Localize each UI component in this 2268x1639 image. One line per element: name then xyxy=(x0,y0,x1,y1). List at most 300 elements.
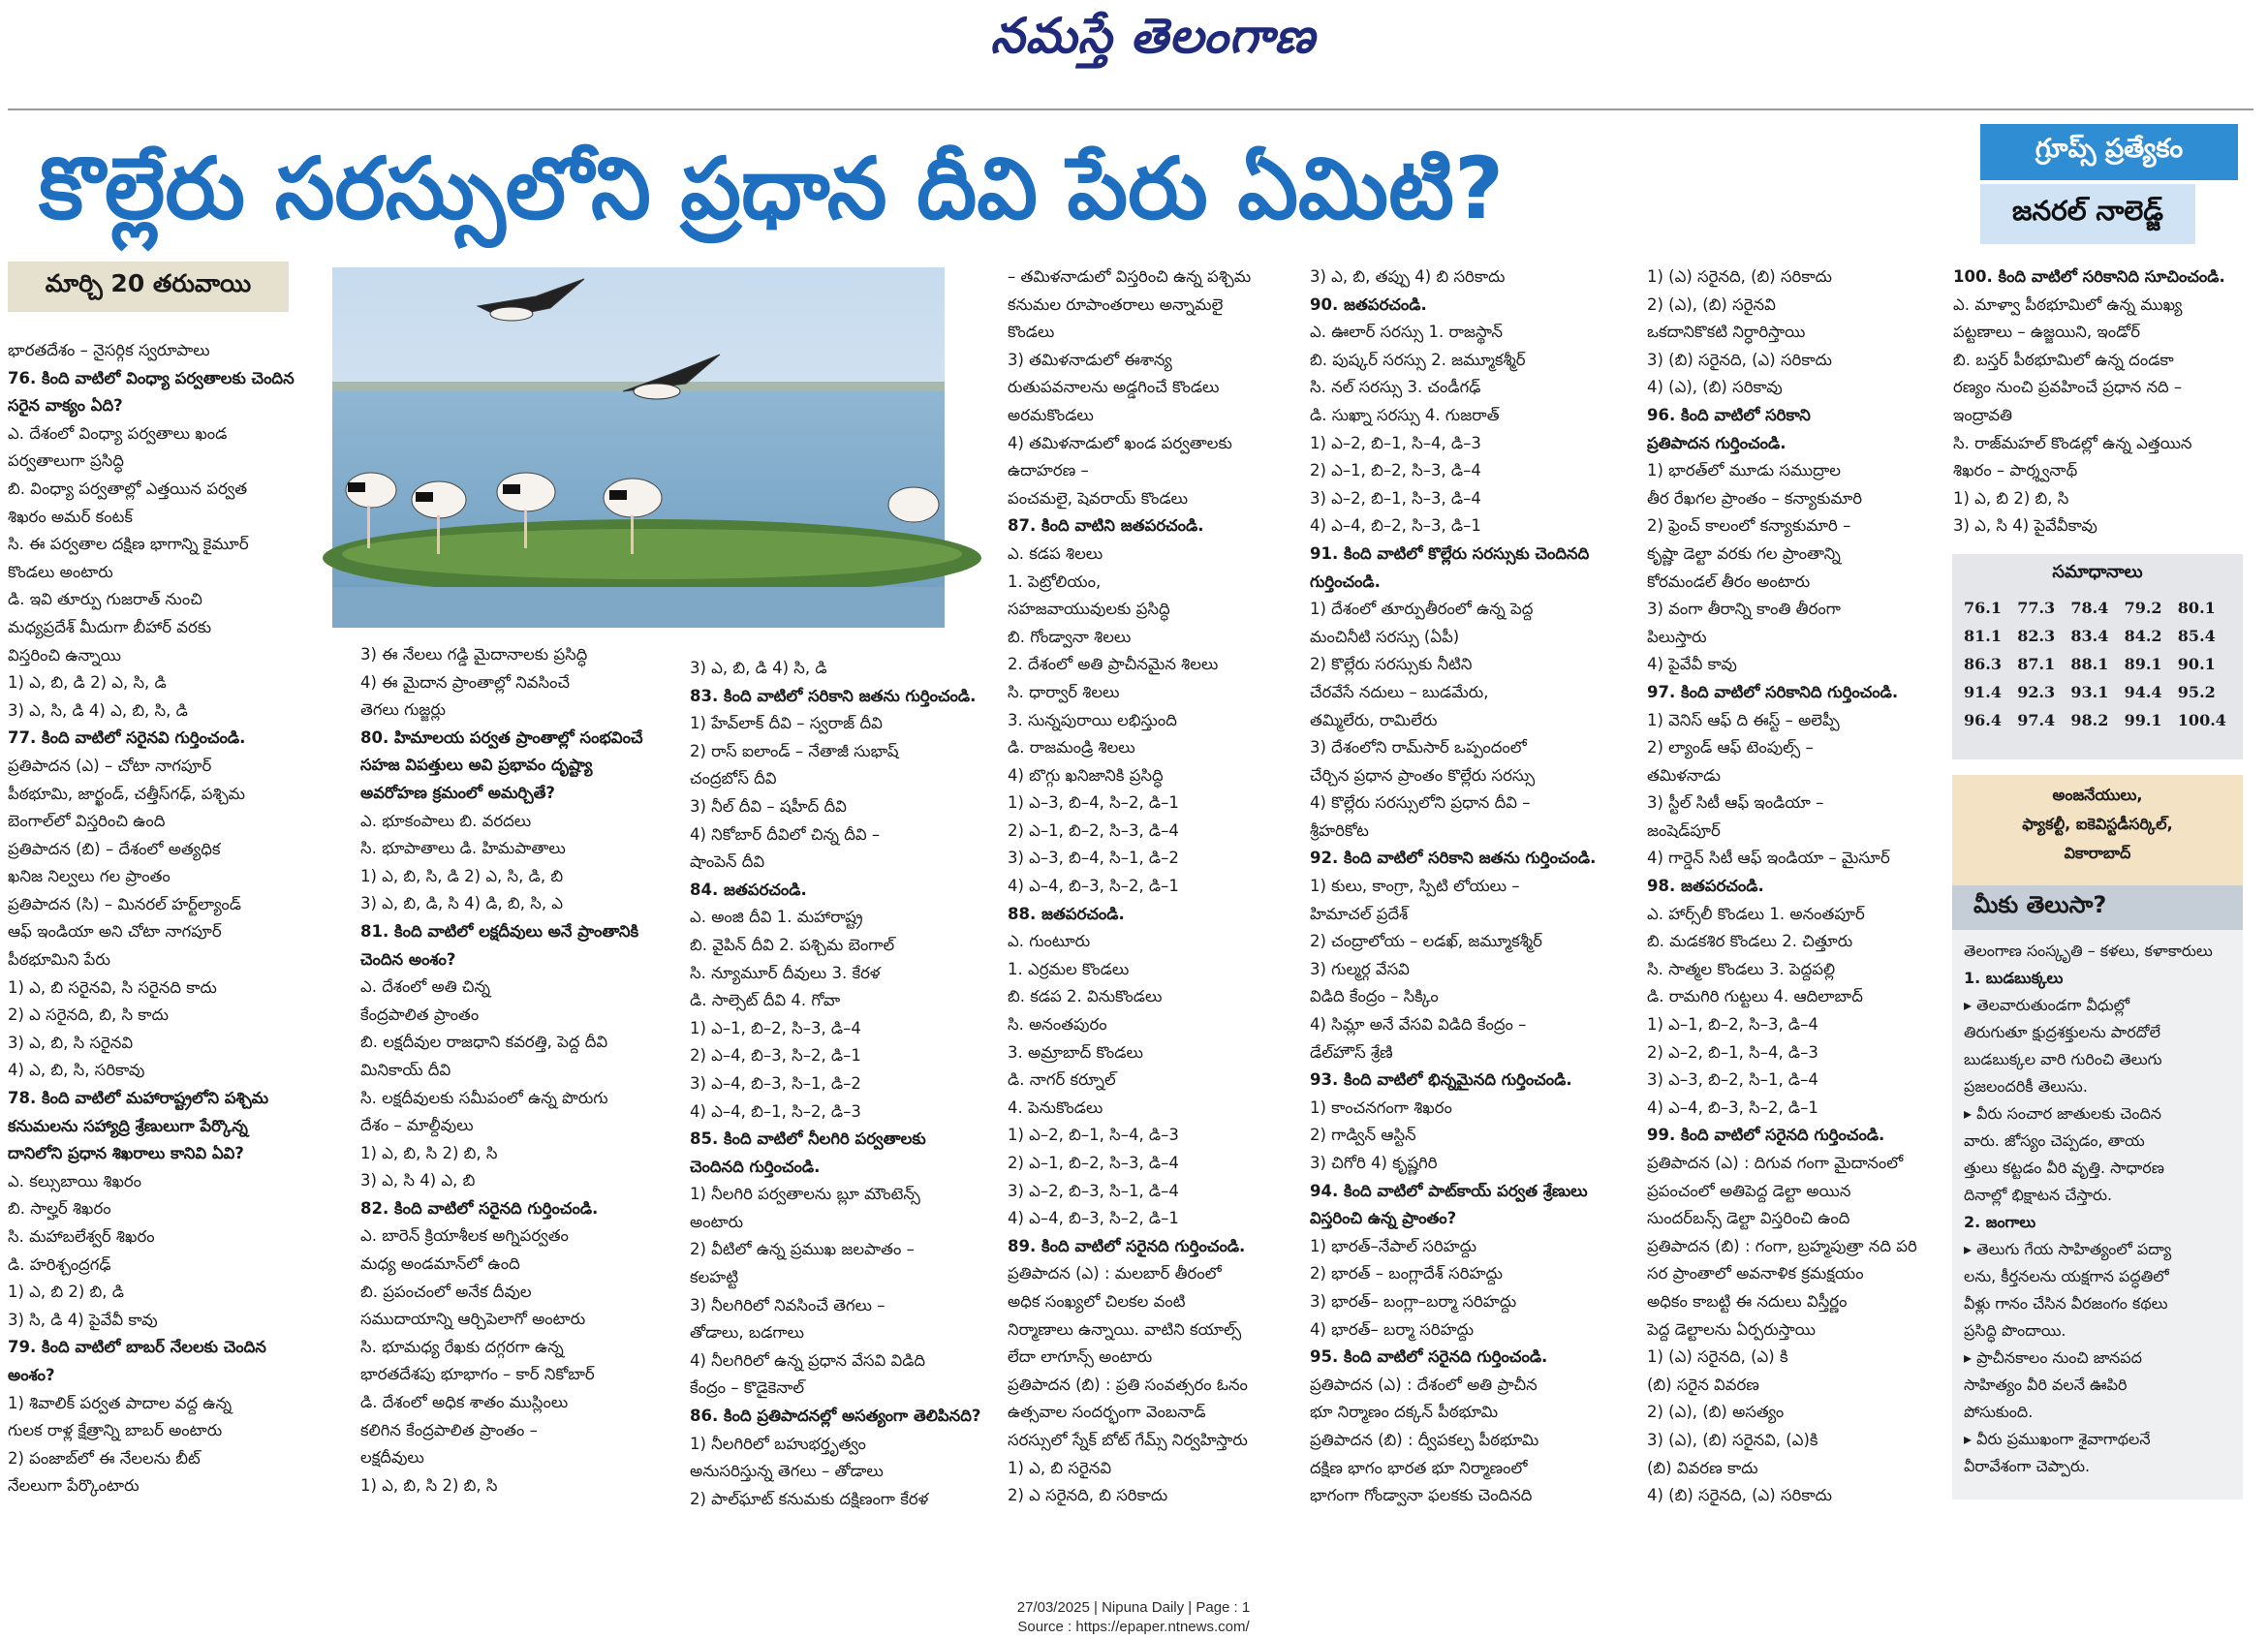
text-line: బి. పుష్కర్ సరస్సు 2. జమ్మూకశ్మీర్ xyxy=(1310,350,1526,369)
know-line: 1. బుడబుక్కలు xyxy=(1964,969,2064,987)
text-line: 1) నీలగిరిలో బహుభర్తృత్వం xyxy=(690,1434,866,1453)
text-line: భాగంగా గోండ్వానా ఫలకకు చెందినది xyxy=(1310,1486,1533,1505)
text-line: బి. బస్తర్ పీఠభూమిలో ఉన్న దండకా xyxy=(1953,350,2174,369)
text-line: అధికం కాబట్టి ఈ నదులు విస్తీర్ణం xyxy=(1647,1291,1848,1311)
text-line: చెందినది గుర్తించండి. xyxy=(690,1157,821,1176)
text-line: డి. రాజమండ్రి శిలలు xyxy=(1008,738,1135,758)
know-line: ప్రజలందరికీ తెలుసు. xyxy=(1964,1077,2088,1096)
text-line: 3) ఎ, బి, తప్పు 4) బి సరికాదు xyxy=(1310,267,1506,286)
text-line: 3) భారత్– బంగ్లా–బర్మా సరిహద్దు xyxy=(1310,1291,1517,1311)
text-line: 3) నీల్ దీవి – షహీద్ దీవి xyxy=(690,796,847,816)
text-line: సుందర్‌బన్స్ డెల్టా విస్తరించి ఉంది xyxy=(1647,1209,1850,1228)
know-line: వారు. జోస్యం చెప్పడం, తాయ xyxy=(1964,1131,2145,1150)
text-line: 3) ఎ–3, బి–4, సి–1, డి–2 xyxy=(1008,849,1179,868)
text-line: తెగలు గుజ్జర్లు xyxy=(360,700,446,720)
answer-cell: 92.3 xyxy=(2017,683,2056,701)
text-line: ఎ. కడప శిలలు xyxy=(1008,543,1103,563)
text-line: 1) ఎ, బి సరైనవి, సి సరైనది కాదు xyxy=(8,977,217,997)
text-line: 1) ఎ, బి, సి 2) బి, సి xyxy=(360,1143,498,1162)
text-line: డి. హరిశ్చంద్రగఢ్ xyxy=(8,1254,111,1274)
text-line: 2) రాస్ ఐలాండ్ – నేతాజీ సుభాష్ xyxy=(690,741,899,760)
section-tag: మార్చి 20 తరువాయి xyxy=(8,262,289,312)
text-line: 98. జతపరచండి. xyxy=(1647,877,1764,896)
text-line: భూ నిర్మాణం దక్కన్ పీఠభూమి xyxy=(1310,1403,1499,1422)
text-line: (బి) సరైన వివరణ xyxy=(1647,1375,1759,1394)
text-line: 3) చిగోరి 4) కృష్ణగిరి xyxy=(1310,1154,1438,1172)
text-line: శిఖరం అమర్ కంటక్ xyxy=(8,507,133,526)
text-line: 3) ఎ–2, బి–1, సి–3, డి–4 xyxy=(1310,488,1481,508)
text-line: సర ప్రాంతాలో అవనాళిక క్రమక్షయం xyxy=(1647,1264,1864,1283)
text-line: 2) ఎ సరైనది, బి సరికాదు xyxy=(1008,1486,1168,1505)
text-line: 84. జతపరచండి. xyxy=(690,880,807,899)
text-line: 1) భారత్–నేపాల్ సరిహద్దు xyxy=(1310,1236,1477,1255)
text-line: అరమకొండలు xyxy=(1008,405,1094,424)
know-line: త్తులు కట్టడం వీరి వృత్తి. సాధారణ xyxy=(1964,1159,2164,1177)
text-line: బి. ప్రపంచంలో అనేక దీవుల xyxy=(360,1282,532,1301)
answer-cell: 93.1 xyxy=(2070,683,2109,701)
answer-cell: 80.1 xyxy=(2177,599,2216,617)
text-line: 90. జతపరచండి. xyxy=(1310,294,1427,314)
text-line: లేదా లాగూన్స్ అంటారు xyxy=(1008,1347,1153,1367)
text-line: 3) ఎ, సి 4) పైవేవీకావు xyxy=(1953,516,2097,536)
text-line: 94. కింది వాటిలో పాట్‌కాయ్ పర్వత శ్రేణులు xyxy=(1310,1181,1588,1200)
text-line: ఎ. దేశంలో అతి చిన్న xyxy=(360,977,491,997)
text-line: 4) ఎ–4, బి–3, సి–2, డి–1 xyxy=(1647,1098,1818,1117)
text-line: 1) ఎ, బి, సి 2) బి, సి xyxy=(360,1475,498,1495)
text-line: 2) గాడ్విన్ ఆస్టిన్ xyxy=(1310,1126,1416,1145)
text-line: ఎ. ఊలార్ సరస్సు 1. రాజస్థాన్ xyxy=(1310,323,1503,342)
text-line: 83. కింది వాటిలో సరికాని జతను గుర్తించండి. xyxy=(690,686,977,705)
text-line: 3) ఎ–3, బి–2, సి–1, డి–4 xyxy=(1647,1070,1818,1090)
text-line: సరస్సులో స్నేక్ బోట్ గేమ్స్ నిర్వహిస్తారు xyxy=(1008,1430,1248,1449)
text-line: 3) నీలగిరిలో నివసించే తెగలు – xyxy=(690,1295,885,1314)
text-line: 3) గుల్మర్గ వేసవి xyxy=(1310,959,1410,978)
know-line: ▸ వీరు సంచార జాతులకు చెందిన xyxy=(1964,1104,2162,1123)
storks-photo xyxy=(332,267,945,628)
text-line: సరైన వాక్యం ఏది? xyxy=(8,396,123,416)
text-line: డి. రామగిరి గుట్టలు 4. ఆదిలాబాద్ xyxy=(1647,987,1863,1006)
column-3 xyxy=(690,655,1010,1508)
text-line: పీఠభూమి, జార్ఖండ్, చత్తీస్‌గఢ్, పశ్చిమ xyxy=(8,784,246,803)
text-line: 3) (ఎ), (బి) సరైనవి, (ఎ)కి xyxy=(1647,1430,1818,1449)
author-location: వికారాబాద్ xyxy=(2064,844,2131,862)
text-line: విస్తరించి ఉన్న ప్రాంతం? xyxy=(1310,1209,1457,1228)
answer-cell: 81.1 xyxy=(1964,627,2002,645)
column-2 xyxy=(360,641,690,1494)
text-line: 2) కొల్లేరు సరస్సుకు నీటిని xyxy=(1310,655,1473,674)
text-line: 3) తమిళనాడులో ఈశాన్య xyxy=(1008,350,1172,369)
text-line: సి. రాజ్‌మహల్ కొండల్లో ఉన్న ఎత్తయిన xyxy=(1953,433,2192,452)
text-line: ఖనిజ నిల్వలు గల ప్రాంతం xyxy=(8,867,171,886)
text-line: తమిళనాడు xyxy=(1647,765,1721,785)
text-line: 77. కింది వాటిలో సరైనవి గుర్తించండి. xyxy=(8,728,246,748)
answer-cell: 91.4 xyxy=(1964,683,2002,701)
text-line: 1) హేవ్‌లాక్ దీవి – స్వరాజ్ దీవి xyxy=(690,714,883,733)
text-line: 2) ఎ సరైనది, బి, సి కాదు xyxy=(8,1005,169,1025)
text-line: ప్రతిపాదన (బి) : ప్రతి సంవత్సరం ఓనం xyxy=(1008,1375,1248,1394)
text-line: ఎ. అంజి దీవి 1. మహారాష్ట్ర xyxy=(690,908,863,927)
text-line: రుతుపవనాలను అడ్డగించే కొండలు xyxy=(1008,378,1220,397)
text-line: 1) వెనిస్ ఆఫ్ ది ఈస్ట్ – అలెప్పీ xyxy=(1647,710,1840,729)
text-line: సి. భూపాతాలు డి. హిమపాతాలు xyxy=(360,839,566,858)
know-line: తిరుగుతూ క్షుద్రశక్తులను పారదోలే xyxy=(1964,1023,2160,1041)
text-line: 3) ఎ, బి, డి, సి 4) డి, బి, సి, ఎ xyxy=(360,894,564,913)
text-line: 4) కొల్లేరు సరస్సులోని ప్రధాన దీవి – xyxy=(1310,793,1531,813)
text-line: జంషెడ్‌పూర్ xyxy=(1647,820,1721,840)
text-line: డి. సుఖ్నా సరస్సు 4. గుజరాత్ xyxy=(1310,405,1500,424)
text-line: 1) శివాలిక్ పర్వత పాదాల వద్ద ఉన్న xyxy=(8,1393,233,1412)
text-line: కనుమలను సహ్యాద్రి శ్రేణులుగా పేర్కొన్న xyxy=(8,1116,248,1135)
column-1 xyxy=(8,337,316,1500)
text-line: కలహట్టి xyxy=(690,1268,739,1287)
text-line: శిఖరం – పార్శ్వనాథ్ xyxy=(1953,461,2078,480)
text-line: 3) దేశంలోని రామ్‌సార్ ఒప్పందంలో xyxy=(1310,738,1527,758)
text-line: 3) ఎ, సి, డి 4) ఎ, బి, సి, డి xyxy=(8,700,188,720)
answer-cell: 90.1 xyxy=(2177,655,2216,673)
text-line: 3) ఎ, బి, సి సరైనవి xyxy=(8,1033,134,1052)
text-line: ఎ. భూకంపాలు బి. వరదలు xyxy=(360,811,532,830)
text-line: సి. ధార్వార్ శిలలు xyxy=(1008,682,1120,701)
text-line: 4) ఎ–4, బి–1, సి–2, డి–3 xyxy=(690,1101,861,1121)
text-line: 4) ఎ–4, బి–3, సి–2, డి–1 xyxy=(1008,877,1179,896)
text-line: 96. కింది వాటిలో సరికాని xyxy=(1647,405,1811,424)
did-you-know-box xyxy=(1952,885,2243,1500)
author-name: అంజనేయులు, xyxy=(2052,786,2143,804)
footer-source-line: Source : https://epaper.ntnews.com/ xyxy=(1017,1619,1250,1635)
text-line: డి. ఇవి తూర్పు గుజరాత్ నుంచి xyxy=(8,590,202,609)
text-line: 2) ఎ–4, బి–3, సి–2, డి–1 xyxy=(690,1046,861,1066)
text-line: 2) (ఎ), (బి) అసత్యం xyxy=(1647,1403,1785,1422)
text-line: 78. కింది వాటిలో మహారాష్ట్రలోని పశ్చిమ xyxy=(8,1089,269,1108)
answer-cell: 96.4 xyxy=(1964,711,2002,729)
text-line: 3. అమ్రాబాద్ కొండలు xyxy=(1008,1042,1143,1062)
text-line: మినికాయ్ దీవి xyxy=(360,1060,451,1079)
text-line: మధ్యప్రదేశ్ మీదుగా బీహార్ వరకు xyxy=(8,617,212,636)
answer-cell: 100.4 xyxy=(2177,711,2226,729)
text-line: ప్రతిపాదన (ఎ) : దేశంలో అతి ప్రాచీన xyxy=(1310,1375,1538,1394)
text-line: 1) దేశంలో తూర్పుతీరంలో ఉన్న పెద్ద xyxy=(1310,600,1534,619)
know-line: వీరావేశంగా చెప్పారు. xyxy=(1964,1457,2091,1475)
text-line: కొండలు అంటారు xyxy=(8,562,113,581)
text-line: ప్రతిపాదన (సి) – మినరల్ హర్ట్‌ల్యాండ్ xyxy=(8,894,241,913)
text-line: ఇంద్రావతి xyxy=(1953,405,2013,424)
text-line: సి. అనంతపురం xyxy=(1008,1015,1107,1035)
answer-cell: 79.2 xyxy=(2124,599,2162,617)
know-line: సాహిత్యం వీరి వలనే ఊపిరి xyxy=(1964,1376,2128,1394)
text-line: డి. నాగర్ కర్నూల్ xyxy=(1008,1070,1116,1090)
text-line: పట్టణాలు – ఉజ్జయిని, ఇండోర్ xyxy=(1953,323,2140,342)
text-line: పర్వతాలుగా ప్రసిద్ధి xyxy=(8,451,124,471)
text-line: 1) భారత్‌లో మూడు సముద్రాల xyxy=(1647,461,1841,480)
text-line: ప్రతిపాదన (ఎ) – చోటా నాగపూర్ xyxy=(8,756,212,775)
text-line: కోరమండల్ తీరం అంటారు xyxy=(1647,572,1811,591)
text-line: ఎ. హార్స్‌లీ కొండలు 1. అనంతపూర్ xyxy=(1647,904,1865,923)
text-line: 1) ఎ–2, బి–1, సి–4, డి–3 xyxy=(1310,433,1481,452)
text-line: 1) కాంచనగంగా శిఖరం xyxy=(1310,1098,1452,1117)
text-line: 1. పెట్రోలియం, xyxy=(1008,572,1102,591)
text-line: బి. సాల్హర్ శిఖరం xyxy=(8,1199,111,1219)
know-line: వీళ్లు గానం చేసిన వీరజంగం కథలు xyxy=(1964,1294,2168,1313)
text-line: 85. కింది వాటిలో నీలగిరి పర్వతాలకు xyxy=(690,1129,926,1149)
answer-cell: 86.3 xyxy=(1964,655,2002,673)
text-line: 2) చంద్రాలోయ – లడఖ్, జమ్మూకశ్మీర్ xyxy=(1310,932,1542,951)
text-line: సహజ విపత్తులు అవి ప్రభావం దృష్ట్యా xyxy=(360,756,593,775)
answer-cell: 98.2 xyxy=(2070,711,2109,729)
text-line: 3. సున్నపురాయి లభిస్తుంది xyxy=(1008,710,1177,729)
text-line: ఉత్సవాల సందర్భంగా వెంబనాడ్ xyxy=(1008,1403,1206,1422)
text-line: విస్తరించి ఉన్నాయి xyxy=(8,645,121,665)
text-line: 4) నికోబార్ దీవిలో చిన్న దీవి – xyxy=(690,824,881,844)
text-line: సహజవాయువులకు ప్రసిద్ధి xyxy=(1008,600,1170,619)
text-line: ఒకదానికొకటి నిర్ధారిస్తాయి xyxy=(1647,323,1806,342)
text-line: లక్షదీవులు xyxy=(360,1448,424,1468)
column-6 xyxy=(1953,263,2261,554)
text-line: 4) ఈ మైదాన ప్రాంతాల్లో నివసించే xyxy=(360,672,571,692)
text-line: అవరోహణ క్రమంలో అమర్చితే? xyxy=(360,783,555,802)
know-line: లను, కీర్తనలను యక్షగాన పద్ధతిలో xyxy=(1964,1267,2169,1285)
did-you-know-title: మీకు తెలుసా? xyxy=(1952,885,2243,930)
general-knowledge-badge: జనరల్ నాలెడ్జ్ xyxy=(1980,184,2195,244)
text-line: అంశం? xyxy=(8,1365,55,1384)
text-line: శ్రీహరికోట xyxy=(1310,820,1369,840)
text-line: 1) ఎ, బి, సి, డి 2) ఎ, సి, డి, బి xyxy=(360,866,564,885)
text-line: 2) పాల్‌ఘాట్ కనుమకు దక్షిణంగా కేరళ xyxy=(690,1489,929,1508)
text-line: కొండలు xyxy=(1008,323,1055,342)
know-line: ▸ తెలుగు గేయ సాహిత్యంలో పద్యా xyxy=(1964,1240,2172,1258)
answer-cell: 82.3 xyxy=(2017,627,2056,645)
text-line: ప్రతిపాదన (ఎ) : దిగువ గంగా మైదానంలో xyxy=(1647,1154,1904,1172)
text-line: సముదాయాన్ని ఆర్చిపెలాగో అంటారు xyxy=(360,1310,586,1329)
text-line: డి. దేశంలో అధిక శాతం ముస్లింలు xyxy=(360,1393,569,1412)
text-line: 2) ఎ–1, బి–2, సి–3, డి–4 xyxy=(1008,820,1179,840)
headline: కొల్లేరు సరస్సులోని ప్రధాన దీవి పేరు ఏమిటి? xyxy=(39,139,1504,238)
text-line: 1) ఎ–2, బి–1, సి–4, డి–3 xyxy=(1008,1126,1179,1145)
text-line: విడిది కేంద్రం – సిక్కిం xyxy=(1310,987,1439,1006)
text-line: 3) ఈ నేలలు గడ్డి మైదానాలకు ప్రసిద్ధి xyxy=(360,645,588,664)
answer-cell: 99.1 xyxy=(2124,711,2162,729)
text-line: అధిక సంఖ్యలో చిలకల వంటి xyxy=(1008,1291,1186,1311)
text-line: 1) నీలగిరి పర్వతాలను బ్లూ మౌంటెన్స్ xyxy=(690,1185,920,1204)
author-credit xyxy=(1952,775,2243,885)
masthead-rule xyxy=(8,108,2253,110)
text-line: చేర్చిన ప్రధాన ప్రాంతం కొల్లేరు సరస్సు xyxy=(1310,765,1536,785)
text-line: 3) వంగా తీరాన్ని కాంతి తీరంగా xyxy=(1647,600,1841,619)
text-line: 91. కింది వాటిలో కొల్లేరు సరస్సుకు చెందినది xyxy=(1310,543,1590,563)
answer-cell: 88.1 xyxy=(2070,655,2109,673)
text-line: 79. కింది వాటిలో బాబర్ నేలలకు చెందిన xyxy=(8,1338,266,1357)
text-line: 2) వీటిలో ఉన్న ప్రముఖ జలపాతం – xyxy=(690,1240,915,1259)
text-line: 99. కింది వాటిలో సరైనది గుర్తించండి. xyxy=(1647,1126,1885,1145)
answer-cell: 97.4 xyxy=(2017,711,2056,729)
know-line: పోసుకుంది. xyxy=(1964,1403,2034,1421)
column-4 xyxy=(1310,263,1622,1503)
text-line: 2) ఎ–2, బి–1, సి–4, డి–3 xyxy=(1647,1042,1818,1062)
text-line: 4) నీలగిరిలో ఉన్న ప్రధాన వేసవి విడిది xyxy=(690,1350,926,1370)
text-line: ప్రతిపాదన (ఎ) : మలబార్ తీరంలో xyxy=(1008,1264,1222,1283)
answers-grid xyxy=(1952,595,2243,733)
text-line: కనుమల రూపాంతరాలు అన్నామలై xyxy=(1008,294,1224,314)
text-line: దక్షిణ భాగం భారత భూ నిర్మాణంలో xyxy=(1310,1458,1528,1477)
text-line: 2. దేశంలో అతి ప్రాచీనమైన శిలలు xyxy=(1008,655,1219,674)
text-line: 92. కింది వాటిలో సరికాని జతను గుర్తించండి. xyxy=(1310,849,1597,868)
text-line: చంద్రబోస్ దీవి xyxy=(690,769,777,789)
answer-cell: 83.4 xyxy=(2070,627,2109,645)
text-line: ఎ. కల్సుబాయి శిఖరం xyxy=(8,1171,142,1191)
text-line: చెందిన అంశం? xyxy=(360,949,456,969)
answer-cell: 89.1 xyxy=(2124,655,2162,673)
text-line: 1) (ఎ) సరైనది, (బి) సరికాదు xyxy=(1647,267,1832,286)
column-3-top xyxy=(1008,263,1302,1503)
answer-cell: 87.1 xyxy=(2017,655,2056,673)
text-line: 97. కింది వాటిలో సరికానిది గుర్తించండి. xyxy=(1647,682,1899,701)
column-5 xyxy=(1647,263,1967,1503)
text-line: పంచమలై, షెవరాయ్ కొండలు xyxy=(1008,488,1189,508)
text-line: ఎ. మాళ్వా పీఠభూమిలో ఉన్న ముఖ్య xyxy=(1953,294,2183,314)
text-line: 4) (ఎ), (బి) సరికావు xyxy=(1647,378,1783,397)
text-line: 89. కింది వాటిలో సరైనది గుర్తించండి. xyxy=(1008,1236,1246,1255)
text-line: 76. కింది వాటిలో వింధ్యా పర్వతాలకు చెందిన xyxy=(8,368,295,387)
text-line: 88. జతపరచండి. xyxy=(1008,904,1125,923)
answer-cell: 85.4 xyxy=(2177,627,2216,645)
text-line: 3) సి, డి 4) పైవేవీ కావు xyxy=(8,1310,158,1329)
answer-cell: 84.2 xyxy=(2124,627,2162,645)
text-line: 4) పైవేవీ కావు xyxy=(1647,655,1737,674)
text-line: 4) ఎ, బి, సి, సరికావు xyxy=(8,1061,145,1080)
text-line: షాంపెన్ దీవి xyxy=(690,852,765,872)
did-you-know-body xyxy=(1952,930,2243,1488)
text-line: (బి) వివరణ కాదు xyxy=(1647,1458,1758,1477)
footer-date-line: 27/03/2025 | Nipuna Daily | Page : 1 xyxy=(1016,1599,1251,1616)
text-line: ప్రతిపాదన గుర్తించండి. xyxy=(1647,433,1786,452)
text-line: – తమిళనాడులో విస్తరించి ఉన్న పశ్చిమ xyxy=(1008,267,1252,286)
text-line: కేంద్రపాలిత ప్రాంతం xyxy=(360,1005,480,1024)
text-line: భారతదేశం – నైసర్గిక స్వరూపాలు xyxy=(8,341,210,359)
text-line: 4) ఎ–4, బి–2, సి–3, డి–1 xyxy=(1310,516,1481,536)
text-line: 3) (బి) సరైనది, (ఎ) సరికాదు xyxy=(1647,350,1832,369)
author-affiliation: ఫ్యాకల్టీ, ఐకెవిస్టడీసర్కిల్, xyxy=(2022,815,2173,833)
text-line: 2) భారత్ – బంగ్లాదేశ్ సరిహద్దు xyxy=(1310,1264,1503,1283)
text-line: 1) ఎ, బి సరైనవి xyxy=(1008,1458,1112,1477)
text-line: చేరవేసే నదులు – బుడమేరు, xyxy=(1310,682,1489,701)
text-line: డి. సాల్సెట్ దీవి 4. గోవా xyxy=(690,991,841,1010)
answer-cell: 77.3 xyxy=(2017,599,2056,617)
text-line: 1) ఎ–1, బి–2, సి–3, డి–4 xyxy=(690,1018,861,1037)
text-line: 93. కింది వాటిలో భిన్నమైనది గుర్తించండి. xyxy=(1310,1070,1572,1090)
text-line: 86. కింది ప్రతిపాదనల్లో అసత్యంగా తెలిపినది? xyxy=(690,1407,981,1426)
text-line: మధ్య అండమాన్‌లో ఉంది xyxy=(360,1254,520,1274)
text-line: బి. వైపిన్ దీవి 2. పశ్చిమ బెంగాల్ xyxy=(690,935,895,954)
text-line: సి. లక్షదీవులకు సమీపంలో ఉన్న పొరుగు xyxy=(360,1088,608,1107)
text-line: తోడాలు, బడగాలు xyxy=(690,1323,805,1343)
answer-cell: 78.4 xyxy=(2070,599,2109,617)
text-line: 4) తమిళనాడులో ఖండ పర్వతాలకు xyxy=(1008,433,1232,452)
know-line: 2. జంగాలు xyxy=(1964,1213,2036,1231)
text-line: 4) (బి) సరైనది, (ఎ) సరికాదు xyxy=(1647,1486,1832,1505)
know-line: దినాల్లో భిక్షాటన చేస్తారు. xyxy=(1964,1186,2113,1204)
text-line: సి. న్యూమూర్ దీవులు 3. కేరళ xyxy=(690,963,881,982)
answer-cell: 95.2 xyxy=(2177,683,2216,701)
know-line: ▸ తెలవారుతుండగా వీధుల్లో xyxy=(1964,996,2130,1014)
text-line: తమ్మిలేరు, రామిలేరు xyxy=(1310,710,1438,729)
text-line: బి. మడకశిర కొండలు 2. చిత్తూరు xyxy=(1647,932,1853,951)
text-line: 3) స్టీల్ సిటీ ఆఫ్ ఇండియా – xyxy=(1647,793,1824,813)
text-line: 82. కింది వాటిలో సరైనది గుర్తించండి. xyxy=(360,1198,599,1218)
text-line: పెద్ద డెల్టాలను ఏర్పరుస్తాయి xyxy=(1647,1319,1816,1339)
text-line: 1. ఎర్రమల కొండలు xyxy=(1008,959,1130,978)
know-line: తెలంగాణ సంస్కృతి – కళలు, కళాకారులు xyxy=(1964,942,2213,960)
text-line: 4) భారత్– బర్మా సరిహద్దు xyxy=(1310,1319,1475,1339)
text-line: బి. కడప 2. వినుకొండలు xyxy=(1008,987,1163,1006)
text-line: 4) గార్డెన్ సిటీ ఆఫ్ ఇండియా – మైసూర్ xyxy=(1647,849,1890,868)
text-line: 3) ఎ, సి 4) ఎ, బి xyxy=(360,1171,476,1191)
masthead-logo: నమస్తే తెలంగాణ xyxy=(990,7,1316,64)
know-line: బుడబుక్కల వారి గురించి తెలుగు xyxy=(1964,1050,2162,1068)
text-line: 1) (ఎ) సరైనది, (ఎ) కి xyxy=(1647,1347,1788,1367)
text-line: మంచినీటి సరస్సు (ఏపీ) xyxy=(1310,627,1460,646)
text-line: ప్రతిపాదన (బి) : ద్వీపకల్ప పీఠభూమి xyxy=(1310,1430,1539,1449)
text-line: అనుసరిస్తున్న తెగలు – తోడాలు xyxy=(690,1462,884,1481)
text-line: 2) ఫ్రెంచ్ కాలంలో కన్యాకుమారి – xyxy=(1647,516,1851,536)
text-line: 1) ఎ–3, బి–4, సి–2, డి–1 xyxy=(1008,793,1179,813)
text-line: డేల్‌హౌస్ శ్రేణి xyxy=(1310,1042,1393,1062)
text-line: బి. గోండ్వానా శిలలు xyxy=(1008,627,1132,646)
text-line: ప్రపంచంలో అతిపెద్ద డెల్టా అయిన xyxy=(1647,1181,1851,1200)
text-line: కృష్ణా డెల్టా వరకు గల ప్రాంతాన్ని xyxy=(1647,543,1841,563)
text-line: కేంద్రం – కొడైకెనాల్ xyxy=(690,1378,805,1398)
text-line: 1) ఎ, బి 2) బి, సి xyxy=(1953,488,2069,508)
text-line: సి. సాత్మల కొండలు 3. పెద్దపల్లి xyxy=(1647,959,1836,978)
text-line: 100. కింది వాటిలో సరికానిది సూచించండి. xyxy=(1953,267,2225,286)
text-line: సి. మహాబలేశ్వర్ శిఖరం xyxy=(8,1227,155,1246)
text-line: ప్రతిపాదన (బి) : గంగా, బ్రహ్మపుత్రా నది పరి xyxy=(1647,1236,1917,1255)
text-line: ఆఫ్ ఇండియా అని చోటా నాగపూర్ xyxy=(8,922,222,942)
text-line: 2) ఎ–1, బి–2, సి–3, డి–4 xyxy=(1310,461,1481,480)
text-line: 3) ఎ–2, బి–3, సి–1, డి–4 xyxy=(1008,1181,1179,1200)
text-line: 1) ఎ–1, బి–2, సి–3, డి–4 xyxy=(1647,1015,1818,1035)
know-line: ప్రసిద్ధి పొందాయి. xyxy=(1964,1321,2066,1340)
text-line: ప్రతిపాదన (బి) – దేశంలో అత్యధిక xyxy=(8,839,221,858)
text-line: 4) సిమ్లా అనే వేసవి విడిది కేంద్రం – xyxy=(1310,1015,1527,1035)
text-line: ఉదాహరణ – xyxy=(1008,461,1089,480)
text-line: బి. లక్షదీవుల రాజధాని కవరత్తి, పెద్ద దీవి xyxy=(360,1033,608,1052)
text-line: 87. కింది వాటిని జతపరచండి. xyxy=(1008,516,1204,536)
text-line: 4) బొగ్గు ఖనిజానికి ప్రసిద్ధి xyxy=(1008,765,1164,785)
text-line: 2) పంజాబ్‌లో ఈ నేలలను బీట్ xyxy=(8,1448,201,1468)
text-line: తీర రేఖగల ప్రాంతం – కన్యాకుమారి xyxy=(1647,488,1863,508)
text-line: రణ్యం నుంచి ప్రవహించే ప్రధాన నది – xyxy=(1953,378,2183,397)
text-line: కలిగిన కేంద్రపాలిత ప్రాంతం – xyxy=(360,1420,538,1439)
answers-title: సమాధానాలు xyxy=(2052,562,2143,582)
know-line: ▸ వీరు ప్రముఖంగా శైవాగాథలనే xyxy=(1964,1430,2151,1448)
text-line: 4. పెనుకొండలు xyxy=(1008,1098,1103,1117)
text-line: ఎ. గుంటూరు xyxy=(1008,932,1091,951)
text-line: భారతదేశపు భూభాగం – కార్ నికోబార్ xyxy=(360,1365,595,1384)
text-line: పిలుస్తారు xyxy=(1647,627,1707,646)
text-line: బెంగాల్‌లో విస్తరించి ఉంది xyxy=(8,812,166,831)
text-line: సి. భూమధ్య రేఖకు దగ్గరగా ఉన్న xyxy=(360,1337,564,1356)
text-line: 1) ఎ, బి, డి 2) ఎ, సి, డి xyxy=(8,673,167,693)
text-line: సి. నల్ సరస్సు 3. చండీగఢ్ xyxy=(1310,378,1481,397)
text-line: 2) (ఎ), (బి) సరైనవి xyxy=(1647,294,1776,314)
text-line: 95. కింది వాటిలో సరైనది గుర్తించండి. xyxy=(1310,1347,1548,1367)
text-line: హిమాచల్ ప్రదేశ్ xyxy=(1310,904,1409,923)
groups-special-badge: గ్రూప్స్ ప్రత్యేకం xyxy=(1980,124,2238,180)
text-line: నిర్మాణాలు ఉన్నాయి. వాటిని కయాల్స్ xyxy=(1008,1319,1242,1339)
know-line: ▸ ప్రాచీనకాలం నుంచి జానపద xyxy=(1964,1348,2142,1367)
text-line: బి. వింధ్యా పర్వతాల్లో ఎత్తయిన పర్వత xyxy=(8,479,248,498)
answers-box xyxy=(1952,554,2243,759)
text-line: 3) ఎ–4, బి–3, సి–1, డి–2 xyxy=(690,1073,861,1093)
